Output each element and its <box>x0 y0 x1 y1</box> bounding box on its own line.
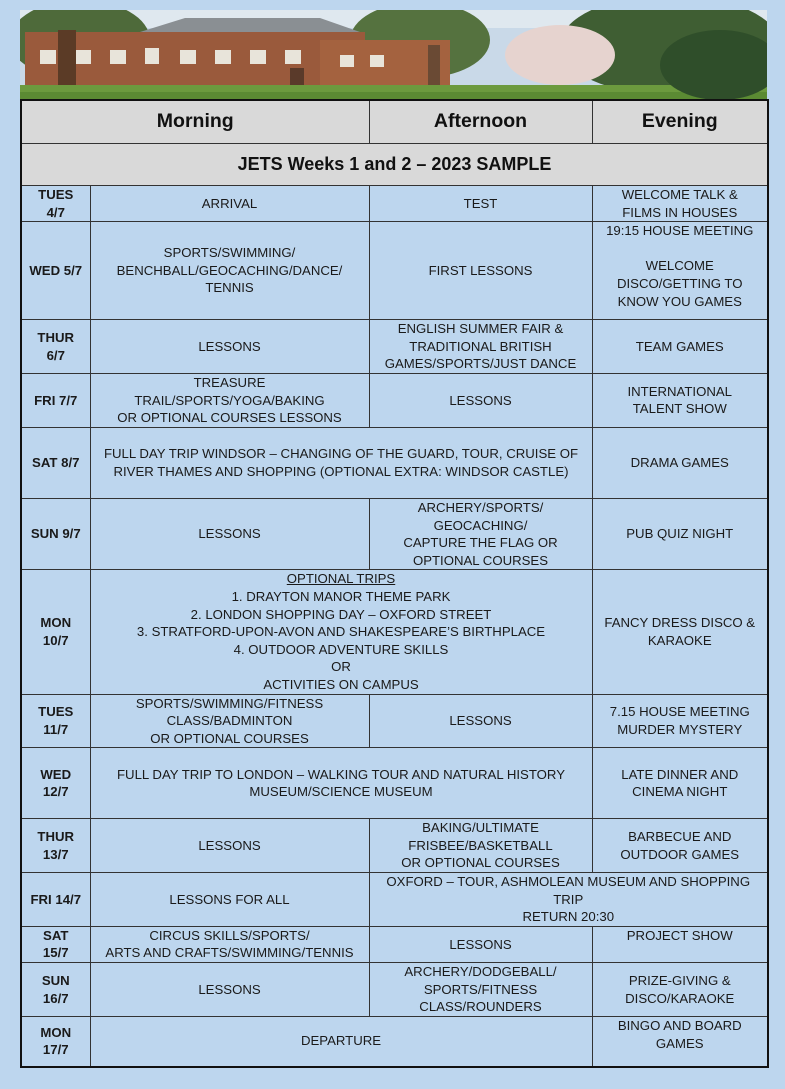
morning-afternoon-cell <box>90 748 592 819</box>
cell-line: WED <box>40 766 72 782</box>
cell-line: OPTIONAL COURSES <box>412 552 549 568</box>
cell-line: TRAIL/SPORTS/YOGA/BAKING <box>134 392 325 408</box>
cell-line: CINEMA NIGHT <box>632 784 728 800</box>
cell-line: 7.15 HOUSE MEETING <box>609 704 750 720</box>
cell-line: RIVER THAMES AND SHOPPING (OPTIONAL EXTRA: WINDSOR CASTLE) <box>113 463 569 479</box>
cell-line: THUR <box>37 829 75 845</box>
cell-line: 15/7 <box>42 945 69 961</box>
column-header-row <box>21 100 768 144</box>
cell-line: PRIZE-GIVING & <box>628 972 731 988</box>
cell-line: MON <box>40 615 72 631</box>
cell-line: TEAM GAMES <box>635 338 724 354</box>
day-cell <box>21 498 90 569</box>
afternoon-cell <box>369 498 592 569</box>
header-evening: Evening <box>592 100 768 144</box>
cell-line: CAPTURE THE FLAG OR <box>403 535 558 551</box>
cell-line: RETURN 20:30 <box>522 909 615 925</box>
evening-cell <box>592 819 768 873</box>
evening-cell <box>592 373 768 427</box>
cell-line: OXFORD – TOUR, ASHMOLEAN MUSEUM AND SHOPPING <box>386 874 751 890</box>
cell-line: 1. DRAYTON MANOR THEME PARK <box>231 588 451 604</box>
morning-cell <box>90 963 369 1017</box>
cell-line: DRAMA GAMES <box>630 455 729 471</box>
cell-line: CIRCUS SKILLS/SPORTS/ <box>149 927 310 943</box>
day-cell <box>21 1017 90 1067</box>
cell-line: ARRIVAL <box>201 195 258 211</box>
campus-building-image <box>20 10 767 99</box>
cell-line: ENGLISH SUMMER FAIR & <box>397 321 564 337</box>
day-cell <box>21 694 90 748</box>
cell-line: LESSONS FOR ALL <box>169 891 290 907</box>
cell-line: PUB QUIZ NIGHT <box>626 526 734 542</box>
cell-line: FRI 14/7 <box>30 891 82 907</box>
cell-line: 10/7 <box>42 632 69 648</box>
cell-line: 19:15 HOUSE MEETING <box>606 223 754 239</box>
cell-line: 16/7 <box>42 990 69 1006</box>
cell-line: BENCHBALL/GEOCACHING/DANCE/ <box>116 262 343 278</box>
cell-line: 12/7 <box>42 784 69 800</box>
cell-line: 2. LONDON SHOPPING DAY – OXFORD STREET <box>190 606 492 622</box>
cell-line <box>597 240 764 258</box>
cell-line: LESSONS <box>449 713 512 729</box>
table-row <box>21 320 768 374</box>
cell-line: 17/7 <box>42 1042 69 1058</box>
cell-line: OR OPTIONAL COURSES <box>401 855 560 871</box>
evening-cell <box>592 222 768 320</box>
morning-cell <box>90 222 369 320</box>
table-row <box>21 873 768 927</box>
cell-line: GEOCACHING/ <box>433 517 528 533</box>
cell-line: FRISBEE/BASKETBALL <box>408 837 553 853</box>
cell-line: DISCO/GETTING TO <box>616 275 743 291</box>
cell-line: TALENT SHOW <box>632 401 727 417</box>
table-row <box>21 963 768 1017</box>
table-row <box>21 819 768 873</box>
evening-cell <box>592 748 768 819</box>
cell-line: TRADITIONAL BRITISH <box>409 338 552 354</box>
cell-line: OR OPTIONAL COURSES <box>150 730 309 746</box>
cell-line: WED 5/7 <box>29 262 83 278</box>
cell-line: GAMES <box>655 1035 704 1051</box>
cell-line: SAT 8/7 <box>32 455 80 471</box>
cell-line: LESSONS <box>198 837 261 853</box>
day-cell <box>21 427 90 498</box>
afternoon-cell <box>369 963 592 1017</box>
cell-line: TRIP <box>553 891 584 907</box>
morning-cell <box>90 320 369 374</box>
afternoon-cell <box>369 320 592 374</box>
cell-line: FIRST LESSONS <box>428 262 533 278</box>
table-row <box>21 373 768 427</box>
day-cell <box>21 926 90 962</box>
morning-afternoon-cell <box>90 1017 592 1067</box>
day-cell <box>21 373 90 427</box>
cell-line: ARCHERY/SPORTS/ <box>417 499 544 515</box>
cell-line: DISCO/KARAOKE <box>625 990 735 1006</box>
cell-line: BARBECUE AND <box>628 829 732 845</box>
cell-line: LESSONS <box>449 392 512 408</box>
morning-cell <box>90 873 369 927</box>
cell-line: TUES <box>38 704 74 720</box>
cell-line: SPORTS/SWIMMING/FITNESS <box>135 695 324 711</box>
cell-line: BAKING/ULTIMATE <box>422 820 539 836</box>
morning-cell <box>90 498 369 569</box>
schedule-title: JETS Weeks 1 and 2 – 2023 SAMPLE <box>21 144 768 186</box>
afternoon-cell <box>369 222 592 320</box>
cell-line: 4/7 <box>46 204 65 220</box>
cell-line: ACTIVITIES ON CAMPUS <box>263 676 419 692</box>
table-row <box>21 570 768 694</box>
afternoon-cell <box>369 694 592 748</box>
morning-cell <box>90 373 369 427</box>
day-cell <box>21 320 90 374</box>
morning-afternoon-cell <box>90 427 592 498</box>
cell-line: MUSEUM/SCIENCE MUSEUM <box>249 784 433 800</box>
cell-line: GAMES/SPORTS/JUST DANCE <box>384 356 577 372</box>
cell-line: KARAOKE <box>647 632 712 648</box>
day-cell <box>21 186 90 222</box>
cell-line: INTERNATIONAL <box>627 383 733 399</box>
afternoon-evening-cell <box>369 873 768 927</box>
cell-line: MON <box>40 1024 72 1040</box>
evening-cell <box>592 498 768 569</box>
cell-line: LATE DINNER AND <box>621 766 739 782</box>
header-afternoon: Afternoon <box>369 100 592 144</box>
morning-afternoon-cell <box>90 570 592 694</box>
cell-line: FRI 7/7 <box>34 392 78 408</box>
cell-line: 3. STRATFORD-UPON-AVON AND SHAKESPEARE’S BIRTHPLACE <box>136 624 546 640</box>
morning-cell <box>90 694 369 748</box>
table-row <box>21 748 768 819</box>
cell-line: FANCY DRESS DISCO & <box>604 615 756 631</box>
cell-line: SAT <box>43 927 69 943</box>
cell-line: FILMS IN HOUSES <box>622 204 738 220</box>
cell-line: OR OPTIONAL COURSES LESSONS <box>117 410 342 426</box>
cell-line: 13/7 <box>42 846 69 862</box>
cell-line: WELCOME <box>645 258 714 274</box>
evening-cell <box>592 694 768 748</box>
cell-line: LESSONS <box>198 526 261 542</box>
table-row <box>21 498 768 569</box>
cell-line: KNOW YOU GAMES <box>617 293 742 309</box>
afternoon-cell <box>369 926 592 962</box>
cell-line: SUN <box>41 972 70 988</box>
day-cell <box>21 570 90 694</box>
cell-line: LESSONS <box>198 981 261 997</box>
cell-line: 4. OUTDOOR ADVENTURE SKILLS <box>233 641 449 657</box>
cell-line: TUES <box>38 187 74 202</box>
header-photo-banner <box>20 10 767 99</box>
cell-line: MURDER MYSTERY <box>617 721 743 737</box>
optional-trips-heading: OPTIONAL TRIPS <box>286 571 396 587</box>
cell-line: WELCOME TALK & <box>621 187 738 202</box>
table-row <box>21 926 768 962</box>
cell-line: CLASS/ROUNDERS <box>419 999 542 1015</box>
cell-line: FULL DAY TRIP WINDSOR – CHANGING OF THE GUARD, TOUR, CRUISE OF <box>103 446 579 462</box>
day-cell <box>21 222 90 320</box>
morning-cell <box>90 819 369 873</box>
morning-cell <box>90 926 369 962</box>
evening-cell <box>592 963 768 1017</box>
evening-cell <box>592 1017 768 1067</box>
cell-line: TREASURE <box>193 375 266 391</box>
cell-line: FULL DAY TRIP TO LONDON – WALKING TOUR AND NATURAL HISTORY <box>117 766 565 782</box>
cell-line: SPORTS/FITNESS <box>423 981 538 997</box>
cell-line: OUTDOOR GAMES <box>620 846 740 862</box>
cell-line: OR <box>331 659 351 675</box>
afternoon-cell <box>369 819 592 873</box>
cell-line: TEST <box>463 195 498 211</box>
evening-cell <box>592 320 768 374</box>
cell-line: SPORTS/SWIMMING/ <box>163 245 296 261</box>
header-morning: Morning <box>21 100 369 144</box>
day-cell <box>21 873 90 927</box>
morning-cell <box>90 186 369 222</box>
schedule-table <box>20 99 769 1068</box>
afternoon-cell <box>369 186 592 222</box>
cell-line: LESSONS <box>198 338 261 354</box>
cell-line: 11/7 <box>43 721 69 737</box>
cell-line: ARCHERY/DODGEBALL/ <box>404 964 557 980</box>
cell-line: THUR <box>37 329 75 345</box>
day-cell <box>21 963 90 1017</box>
evening-cell <box>592 186 768 222</box>
day-cell <box>21 748 90 819</box>
title-row <box>21 144 768 186</box>
afternoon-cell <box>369 373 592 427</box>
table-row <box>21 1017 768 1067</box>
cell-line: SUN 9/7 <box>30 526 81 542</box>
cell-line: BINGO AND BOARD <box>617 1018 742 1034</box>
cell-line: 6/7 <box>46 347 65 363</box>
cell-line: DEPARTURE <box>300 1033 382 1049</box>
cell-line: PROJECT SHOW <box>626 927 733 943</box>
day-cell <box>21 819 90 873</box>
evening-cell <box>592 926 768 962</box>
cell-line: LESSONS <box>449 936 512 952</box>
table-row <box>21 427 768 498</box>
table-row <box>21 694 768 748</box>
cell-line: CLASS/BADMINTON <box>166 713 293 729</box>
cell-line: TENNIS <box>205 280 254 296</box>
evening-cell <box>592 427 768 498</box>
table-row <box>21 186 768 222</box>
cell-line: ARTS AND CRAFTS/SWIMMING/TENNIS <box>105 945 354 961</box>
evening-cell <box>592 570 768 694</box>
table-row <box>21 222 768 320</box>
